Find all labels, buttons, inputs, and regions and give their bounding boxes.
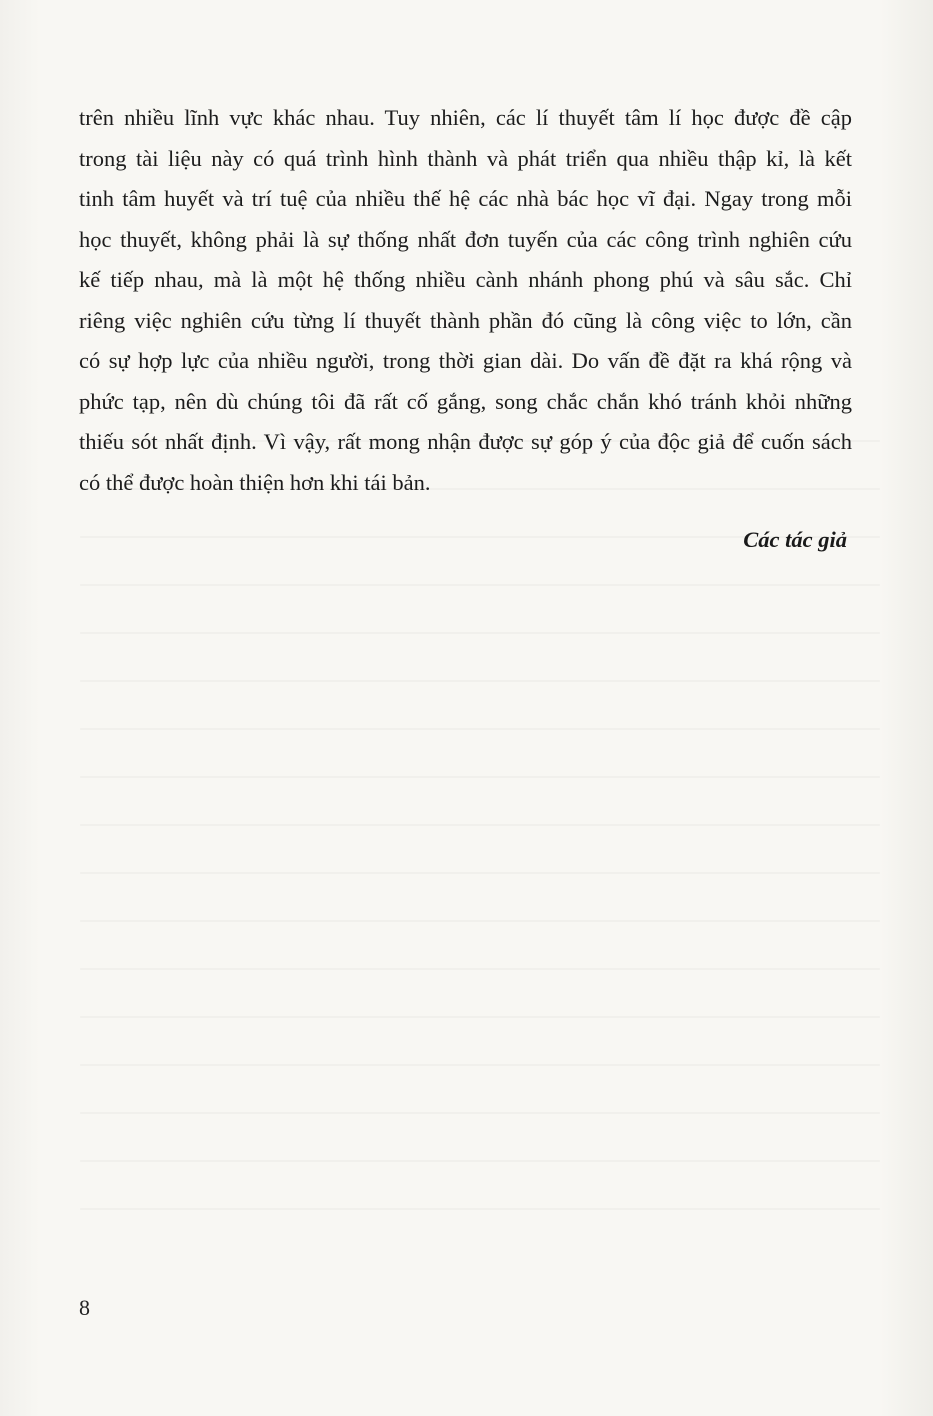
text-line: tinh tâm huyết và trí tuệ của nhiều thế hệ các nhà bác học vĩ đại. Ngay trong mỗi: [79, 186, 852, 211]
text-line: kế tiếp nhau, mà là một hệ thống nhiều cành nhánh phong phú và sâu sắc. Chỉ: [79, 267, 852, 292]
text-line: thiếu sót nhất định. Vì vậy, rất mong nhận được sự góp ý của độc giả để cuốn sách: [79, 429, 852, 454]
text-line: có sự hợp lực của nhiều người, trong thời gian dài. Do vấn đề đặt ra khá rộng và: [79, 348, 852, 373]
text-line: phức tạp, nên dù chúng tôi đã rất cố gắng, song chắc chắn khó tránh khỏi những: [79, 388, 852, 414]
text-line: có thể được hoàn thiện hơn khi tái bản.: [79, 469, 431, 495]
show-through-background: [80, 440, 880, 1290]
author-signature: Các tác giả: [743, 527, 847, 552]
page-number: 8: [79, 1295, 90, 1320]
text-line: trong tài liệu này có quá trình hình thành và phát triển qua nhiều thập kỉ, là kết: [79, 145, 852, 171]
text-line: học thuyết, không phải là sự thống nhất đơn tuyến của các công trình nghiên cứu: [79, 226, 852, 252]
text-line: trên nhiều lĩnh vực khác nhau. Tuy nhiên, các lí thuyết tâm lí học được đề cập: [79, 105, 852, 130]
body-paragraph: [79, 98, 852, 503]
text-line: riêng việc nghiên cứu từng lí thuyết thành phần đó cũng là công việc to lớn, cần: [79, 307, 852, 333]
